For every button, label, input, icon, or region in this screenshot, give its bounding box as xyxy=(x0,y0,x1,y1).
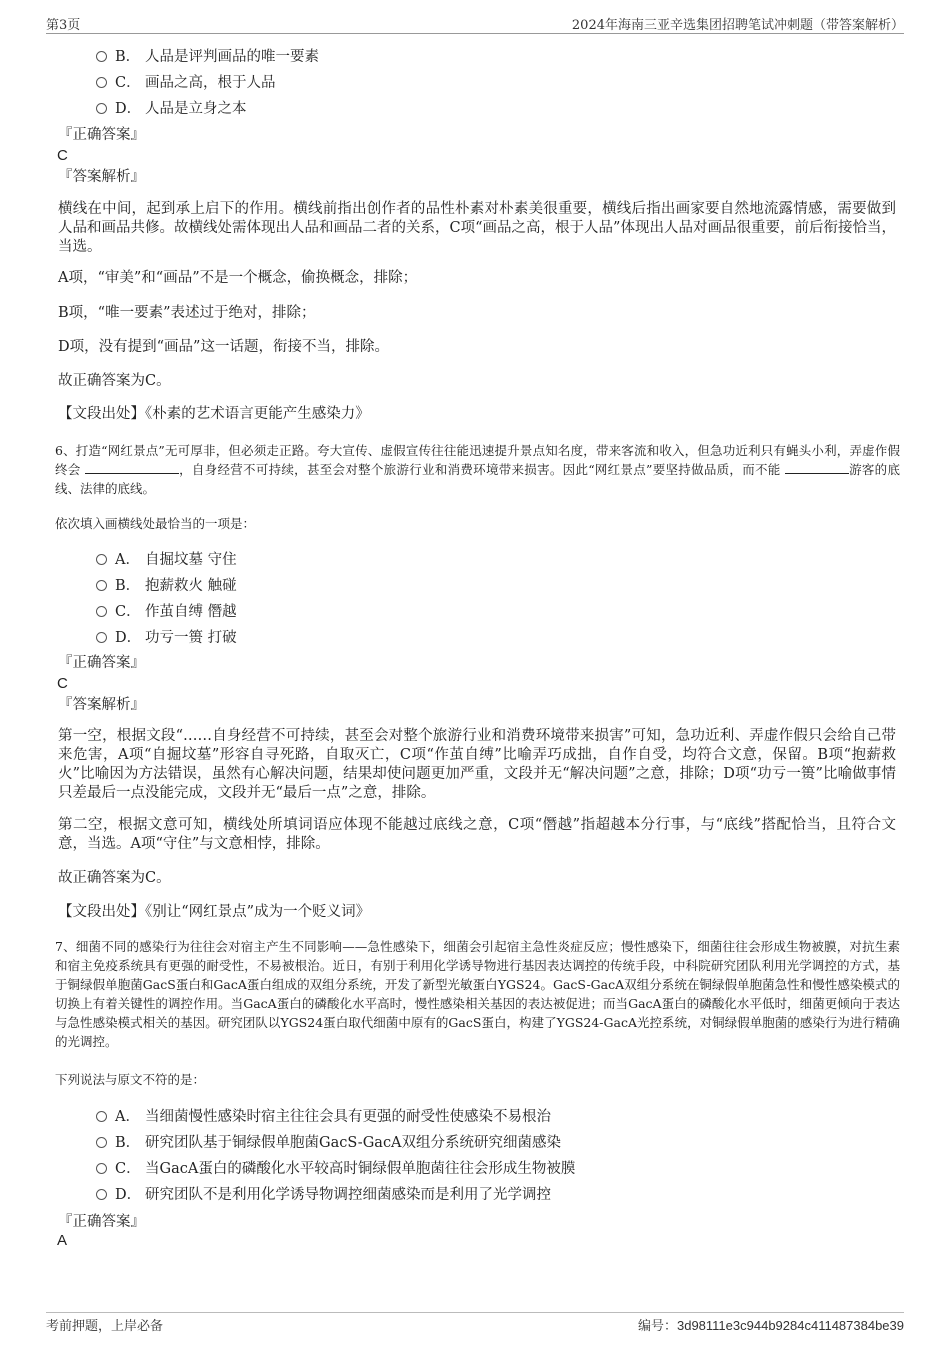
q6-analysis-paragraph: 故正确答案为C。 xyxy=(58,870,171,886)
radio-button[interactable] xyxy=(96,606,107,617)
radio-button[interactable] xyxy=(96,632,107,643)
q6-option-b[interactable]: B． 抱薪救火 触碰 xyxy=(96,576,237,596)
fill-blank xyxy=(85,461,179,474)
radio-button[interactable] xyxy=(96,1163,107,1174)
q5-analysis-paragraph: 故正确答案为C。 xyxy=(58,373,171,389)
document-title: 2024年海南三亚辛选集团招聘笔试冲刺题（带答案解析） xyxy=(571,18,904,33)
q7-option-d[interactable]: D． 研究团队不是利用化学诱导物调控细菌感染而是利用了光学调控 xyxy=(96,1185,551,1205)
q6-analysis-paragraph: 第一空，根据文段“……自身经营不可持续，甚至会对整个旅游行业和消费环境带来损害”可知，急功近利、弄虚作假只会给自己带来危害，A项“自掘坟墓”形容自寻死路，自取灭亡，C项“作茧自缚”比喻弄巧成拙，自作自受，均符合文意，保留。B项“抱薪救火”比喻因为方法错误，虽然有心解决问题，结果却使问题更加严重，文段并无“解决问题”之意，排除；D项“功亏一篑”比喻做事情只差最后一点没能完成，文段并无“最后一点”之意，排除。 xyxy=(58,728,896,801)
q6-prompt: 依次填入画横线处最恰当的一项是： xyxy=(55,516,256,531)
q5-analysis-paragraph: D项，没有提到“画品”这一话题，衔接不当，排除。 xyxy=(58,339,389,355)
q6-option-c[interactable]: C． 作茧自缚 僭越 xyxy=(96,602,237,622)
page-number: 第3页 xyxy=(46,18,81,33)
q7-answer-label: 『正确答案』 xyxy=(58,1214,145,1230)
q5-answer-label: 『正确答案』 xyxy=(58,127,145,143)
q6-analysis-label: 『答案解析』 xyxy=(58,697,145,713)
radio-button[interactable] xyxy=(96,1137,107,1148)
q5-analysis-label: 『答案解析』 xyxy=(58,169,145,185)
q6-option-a[interactable]: A． 自掘坟墓 守住 xyxy=(96,550,237,570)
q7-option-b[interactable]: B． 研究团队基于铜绿假单胞菌GacS-GacA双组分系统研究细菌感染 xyxy=(96,1133,561,1153)
q7-question: 7、细菌不同的感染行为往往会对宿主产生不同影响——急性感染下，细菌会引起宿主急性炎症反应；慢性感染下，细菌往往会形成生物被膜，对抗生素和宿主免疫系统具有更强的耐受性，不易被根治。近日，有别于利用化学诱导物进行基因表达调控的传统手段，中科院研究团队利用光学调控的方式，基于铜绿假单胞菌GacS蛋白和GacA蛋白组成的双组分系统，开发了新型光敏蛋白YGS24。GacS-GacA双组分系统在铜绿假单胞菌急性和慢性感染模式的切换上有着关键性的调控作用。当GacA蛋白的磷酸化水平高时，慢性感染相关基因的表达被促进；而当GacA蛋白的磷酸化水平低时，细菌更倾向于表达与急性感染模式相关的基因。研究团队以YGS24蛋白取代细菌中原有的GacS蛋白，构建了YGS24-GacA光控系统，对铜绿假单胞菌的感染行为进行精确的光调控。 xyxy=(55,939,900,1049)
q6-answer: C xyxy=(57,675,68,692)
radio-button[interactable] xyxy=(96,1189,107,1200)
q5-analysis-paragraph: A项，“审美”和“画品”不是一个概念，偷换概念，排除； xyxy=(58,270,418,286)
q6-answer-label: 『正确答案』 xyxy=(58,655,145,671)
q5-option-d[interactable]: D． 人品是立身之本 xyxy=(96,99,247,119)
page-header xyxy=(46,14,904,34)
fill-blank xyxy=(785,461,849,474)
q6-question: 6、打造“网红景点”无可厚非，但必须走正路。夸大宣传、虚假宣传往往能迅速提升景点知名度，带来客流和收入，但急功近利只有蝇头小利，弄虚作假终会 ，自身经营不可持续，甚至会对整个旅游行业和消费环境带来损害。因此“网红景点”要坚持做品质，而不能 游客的底线、法律的底线。 xyxy=(55,443,900,496)
q5-source: 【文段出处】《朴素的艺术语言更能产生感染力》 xyxy=(58,406,370,422)
q7-option-a[interactable]: A． 当细菌慢性感染时宿主往往会具有更强的耐受性使感染不易根治 xyxy=(96,1107,551,1127)
radio-button[interactable] xyxy=(96,51,107,62)
radio-button[interactable] xyxy=(96,103,107,114)
radio-button[interactable] xyxy=(96,1111,107,1122)
q6-source: 【文段出处】《别让“网红景点”成为一个贬义词》 xyxy=(58,904,371,920)
footer-slogan: 考前押题，上岸必备 xyxy=(46,1319,164,1334)
document-code: 编号：3d98111e3c944b9284c411487384be39 xyxy=(637,1318,904,1334)
radio-button[interactable] xyxy=(96,77,107,88)
q7-option-c[interactable]: C． 当GacA蛋白的磷酸化水平较高时铜绿假单胞菌往往会形成生物被膜 xyxy=(96,1159,575,1179)
q5-analysis-paragraph: 横线在中间，起到承上启下的作用。横线前指出创作者的品性朴素对朴素美很重要，横线后指出画家要自然地流露情感，需要做到人品和画品共修。故横线处需体现出人品和画品二者的关系，C项“画品之高，根于人品”体现出人品对画品很重要，前后衔接恰当，当选。 xyxy=(58,201,896,255)
q6-analysis-paragraph: 第二空，根据文意可知，横线处所填词语应体现不能越过底线之意，C项“僭越”指超越本分行事，与“底线”搭配恰当，且符合文意，当选。A项“守住”与文意相悖，排除。 xyxy=(58,817,896,852)
q5-option-b[interactable]: B． 人品是评判画品的唯一要素 xyxy=(96,47,319,67)
q5-answer: C xyxy=(57,147,68,164)
q5-option-c[interactable]: C． 画品之高，根于人品 xyxy=(96,73,276,93)
q7-answer: A xyxy=(57,1232,68,1249)
q6-option-d[interactable]: D． 功亏一篑 打破 xyxy=(96,628,237,648)
page-footer xyxy=(46,1312,904,1334)
q5-analysis-paragraph: B项，“唯一要素”表述过于绝对，排除； xyxy=(58,305,316,321)
radio-button[interactable] xyxy=(96,554,107,565)
radio-button[interactable] xyxy=(96,580,107,591)
q7-prompt: 下列说法与原文不符的是： xyxy=(55,1072,206,1087)
